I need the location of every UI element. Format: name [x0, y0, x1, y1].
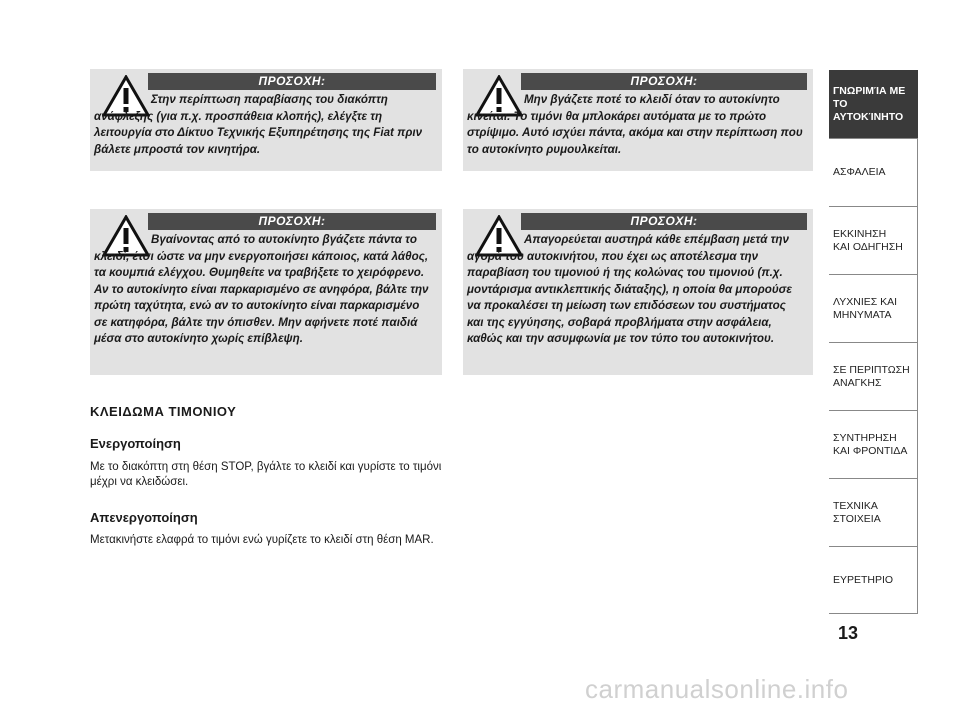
tab-getting-to-know[interactable]: ΓΝΩΡΙΜΊΑ ΜΕ ΤΟ ΑΥΤΟΚΊΝΗΤΟ — [829, 70, 918, 138]
tab-index[interactable]: ΕΥΡΕΤΗΡΙΟ — [829, 546, 918, 614]
activation-text: Με το διακόπτη στη θέση STOP, βγάλτε το κλειδί και γυρίστε το τιμόνι μέχρι να κλειδώσει. — [90, 461, 442, 488]
warning-text: Βγαίνοντας από το αυτοκίνητο βγάζετε πάντα το κλειδί, έτσι ώστε να μην ενεργοποιήσει κάποιος, κατά λάθος, τα κουμπιά ελέγχου. Θυμηθείτε να τραβήξετε το χειρόφρενο. Αν το αυτοκίνητο είναι παρκαρισμένο σε ανηφόρα, βάλτε την πρώτη ταχύτητα, ενώ αν το αυτοκίνητο είναι παρκαρισμένο σε κατηφόρα, βάλτε την όπισθεν. Μην αφήνετε ποτέ παιδιά μέσα στο αυτοκίνητο χωρίς επίβλεψη. — [94, 233, 429, 345]
warning-header: ΠΡΟΣΟΧΗ: — [148, 73, 436, 90]
warning-header: ΠΡΟΣΟΧΗ: — [521, 213, 807, 230]
warning-text: Μην βγάζετε ποτέ το κλειδί όταν το αυτοκίνητο κινείται. Το τιμόνι θα μπλοκάρει αυτόματα με το πρώτο στρίψιμο. Αυτό ισχύει πάντα, ακόμα και στην περίπτωση που το αυτοκίνητο ρυμουλκείται. — [467, 93, 803, 156]
section-title: ΚΛΕΙΔΩΜΑ ΤΙΜΟΝΙΟΥ — [90, 404, 237, 419]
deactivation-text: Μετακινήστε ελαφρά το τιμόνι ενώ γυρίζετε το κλειδί στη θέση MAR. — [90, 534, 434, 546]
tab-emergency[interactable]: ΣΕ ΠΕΡΙΠΤΩΣΗ ΑΝΑΓΚΗΣ — [829, 342, 918, 410]
tab-starting-driving[interactable]: ΕΚΚΙΝΗΣΗ ΚΑΙ ΟΔΗΓΗΣΗ — [829, 206, 918, 274]
warning-text: Στην περίπτωση παραβίασης του διακόπτη ανάφλεξης (για π.χ. προσπάθεια κλοπής), ελέγξτε τη λειτουργία στο Δίκτυο Τεχνικής Εξυπηρέτησης της Fiat πριν βάλετε μπροστά τον κινητήρα. — [94, 93, 423, 156]
warning-box-2 — [463, 69, 813, 171]
tab-maintenance[interactable]: ΣΥΝΤΗΡΗΣΗ ΚΑΙ ΦΡΟΝΤΙΔΑ — [829, 410, 918, 478]
warning-text: Απαγορεύεται αυστηρά κάθε επέμβαση μετά την αγορά του αυτοκινήτου, που έχει ως αποτέλεσμα την παραβίαση του τιμονιού ή της κολώνας του τιμονιού (π.χ. μοντάρισμα αντικλεπτικής διάταξης), η οποία θα μπορούσε να προκαλέσει τη μείωση των επιδόσεων του συστήματος και της εγγύησης, σοβαρά προβλήματα στην ασφάλεια, καθώς και την ασυμφωνία με τον τύπο του αυτοκινήτου. — [467, 233, 792, 345]
warning-box-3 — [90, 209, 442, 375]
watermark-footer: carmanualsonline.info — [585, 674, 849, 704]
tab-safety[interactable]: ΑΣΦΑΛΕΙΑ — [829, 138, 918, 206]
warning-box-1 — [90, 69, 442, 171]
tab-warning-lights[interactable]: ΛΥΧΝΙΕΣ ΚΑΙ ΜΗΝΥΜΑΤΑ — [829, 274, 918, 342]
activation-title: Ενεργοποίηση — [90, 436, 181, 451]
page-number: 13 — [838, 623, 859, 643]
tab-technical-data[interactable]: ΤΕΧΝΙΚΑ ΣΤΟΙΧΕΙΑ — [829, 478, 918, 546]
warning-header: ΠΡΟΣΟΧΗ: — [148, 213, 436, 230]
warning-box-4 — [463, 209, 813, 375]
warning-header: ΠΡΟΣΟΧΗ: — [521, 73, 807, 90]
deactivation-title: Απενεργοποίηση — [90, 510, 198, 525]
